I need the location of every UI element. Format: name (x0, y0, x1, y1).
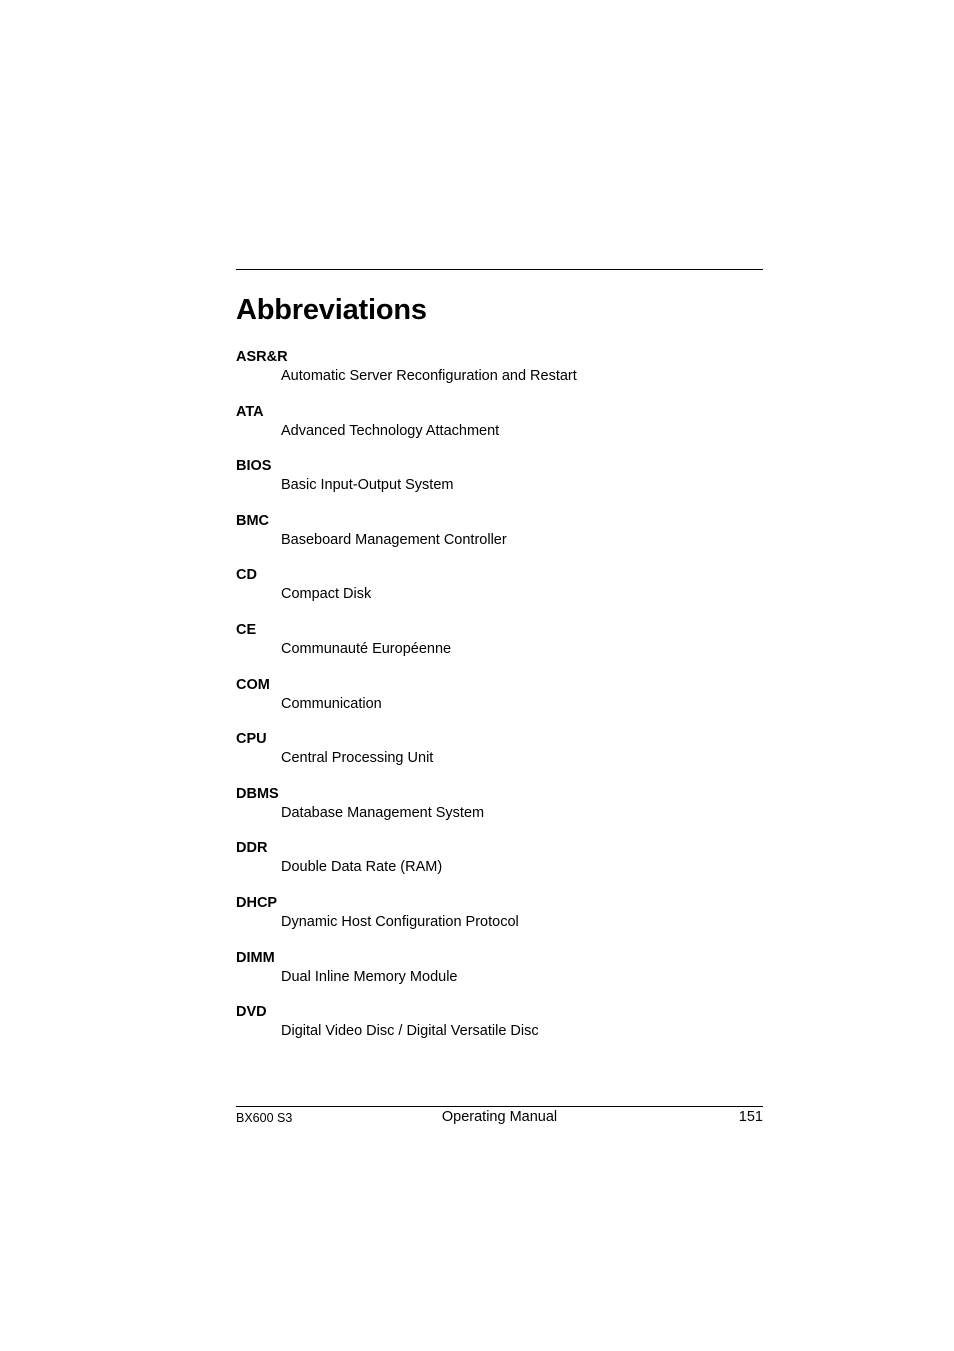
footer-manual-title: Operating Manual (441, 1109, 558, 1125)
abbreviation-term: CE (236, 621, 257, 638)
footer-divider (236, 1106, 763, 1107)
abbreviation-term: ASR&R (236, 349, 288, 365)
abbreviation-term: DIMM (236, 949, 275, 966)
abbreviation-entry (236, 402, 763, 457)
abbreviation-term: DBMS (236, 785, 279, 802)
abbreviation-definition: Automatic Server Reconfiguration and Restart (281, 368, 577, 384)
abbreviation-entry (236, 620, 763, 675)
abbreviation-entry (236, 784, 763, 839)
abbreviation-definition: Basic Input-Output System (281, 477, 454, 494)
abbreviation-definition: Database Management System (281, 804, 485, 821)
abbreviation-term: COM (236, 676, 270, 693)
abbreviation-definition: Dynamic Host Configuration Protocol (281, 913, 519, 930)
abbreviation-entry (236, 893, 763, 948)
abbreviation-list (236, 347, 763, 1057)
abbreviation-entry (236, 675, 763, 730)
footer-product: BX600 S3 (236, 1111, 293, 1125)
top-divider (236, 269, 763, 270)
abbreviation-definition: Compact Disk (281, 586, 372, 603)
abbreviation-entry (236, 347, 763, 402)
abbreviation-definition: Digital Video Disc / Digital Versatile Disc (281, 1023, 539, 1040)
abbreviation-definition: Communication (281, 695, 382, 712)
abbreviation-entry (236, 838, 763, 893)
abbreviation-definition: Dual Inline Memory Module (281, 968, 458, 985)
abbreviation-term: DVD (236, 1004, 267, 1021)
abbreviation-entry (236, 1002, 763, 1057)
page-title: Abbreviations (236, 294, 427, 326)
abbreviation-entry (236, 948, 763, 1003)
abbreviation-definition: Advanced Technology Attachment (281, 422, 500, 439)
abbreviation-entry (236, 456, 763, 511)
abbreviation-term: CD (236, 567, 257, 584)
abbreviation-term: DHCP (236, 894, 278, 911)
footer-page-number: 151 (738, 1109, 763, 1125)
abbreviation-definition: Double Data Rate (RAM) (281, 859, 443, 876)
abbreviation-term: CPU (236, 731, 267, 748)
abbreviation-term: DDR (236, 840, 268, 857)
abbreviation-definition: Communauté Européenne (281, 640, 452, 657)
abbreviation-term: BIOS (236, 458, 272, 475)
page-footer (236, 1108, 763, 1128)
abbreviation-definition: Central Processing Unit (281, 750, 434, 767)
abbreviation-entry (236, 511, 763, 566)
abbreviation-entry (236, 729, 763, 784)
abbreviation-term: BMC (236, 512, 270, 529)
abbreviation-term: ATA (236, 403, 264, 420)
abbreviation-entry (236, 565, 763, 620)
abbreviation-definition: Baseboard Management Controller (281, 531, 507, 548)
